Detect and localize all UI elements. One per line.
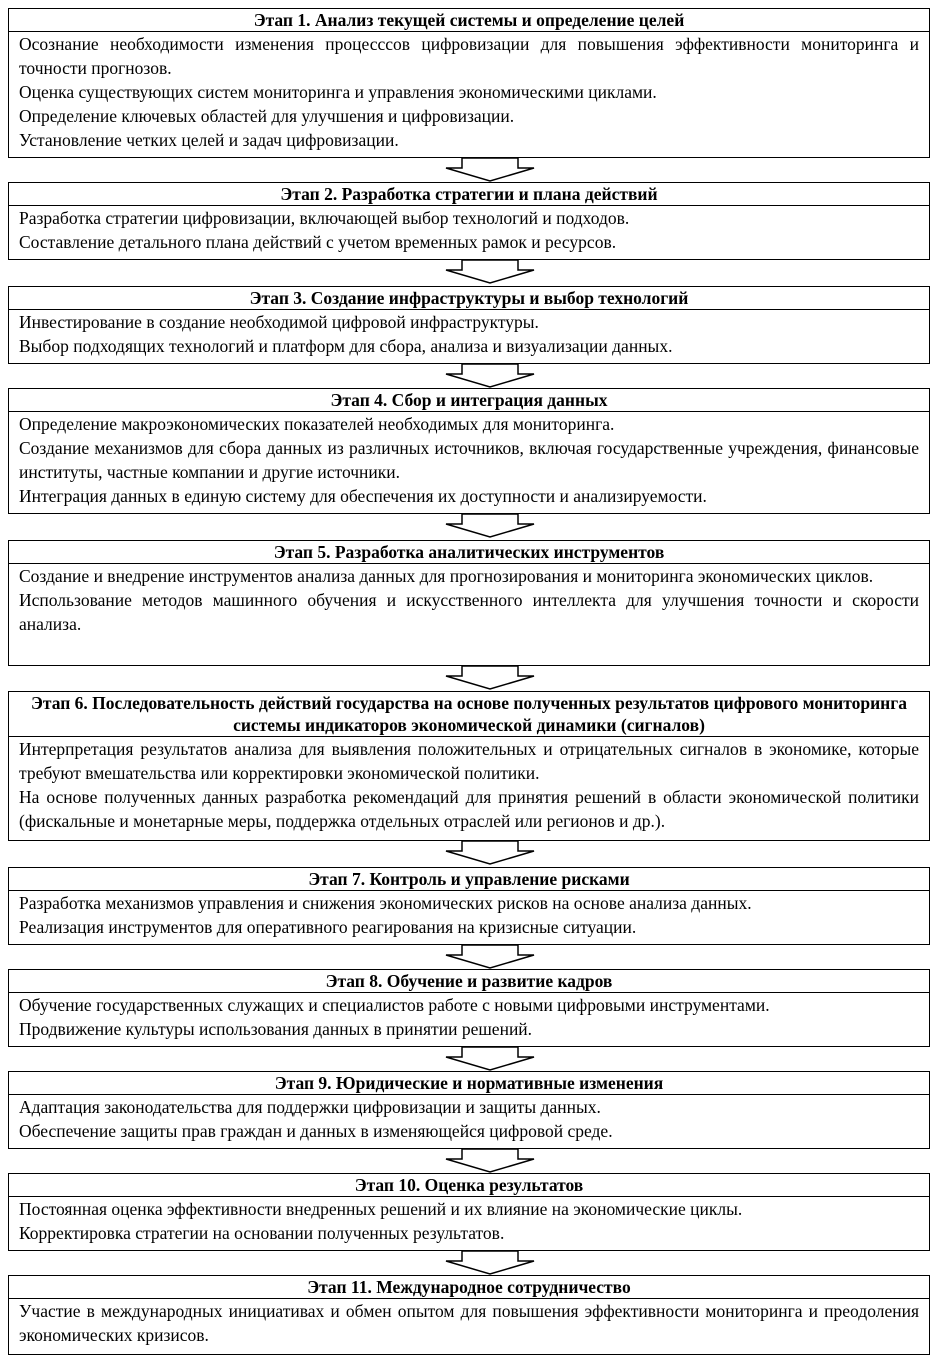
stage-9-title: Этап 9. Юридические и нормативные изменения	[9, 1072, 929, 1095]
stage-4-title: Этап 4. Сбор и интеграция данных	[9, 389, 929, 412]
stage-6-line-1: Интерпретация результатов анализа для выявления положительных и отрицательных сигналов в экономике, которые требуют вмешательства или корректировки экономической политики.	[19, 739, 919, 783]
stage-2-title: Этап 2. Разработка стратегии и плана действий	[9, 183, 929, 206]
stage-8-line-2: Продвижение культуры использования данных в принятии решений.	[19, 1019, 533, 1039]
down-arrow-icon	[445, 666, 535, 690]
stage-1-box	[8, 8, 930, 158]
stage-10-title: Этап 10. Оценка результатов	[9, 1174, 929, 1197]
down-arrow-icon	[445, 1149, 535, 1173]
stage-2-box	[8, 182, 930, 260]
stage-11-line-1: Участие в международных инициативах и обмен опытом для повышения эффективности мониторинга и преодоления экономических кризисов.	[19, 1301, 919, 1345]
stage-6-box	[8, 691, 930, 841]
stage-9-box	[8, 1071, 930, 1149]
stage-7-line-2: Реализация инструментов для оперативного реагирования на кризисные ситуации.	[19, 917, 637, 937]
down-arrow-icon	[445, 364, 535, 388]
down-arrow-icon	[445, 841, 535, 865]
stage-1-line-2: Оценка существующих систем мониторинга и управления экономическими циклами.	[19, 82, 657, 102]
stage-10-box	[8, 1173, 930, 1251]
stage-6-title: Этап 6. Последовательность действий государства на основе полученных результатов цифрового мониторинга системы индикаторов экономической динамики (сигналов)	[9, 692, 929, 737]
stage-7-title: Этап 7. Контроль и управление рисками	[9, 868, 929, 891]
stage-2-line-1: Разработка стратегии цифровизации, включающей выбор технологий и подходов.	[19, 208, 630, 228]
down-arrow-icon	[445, 260, 535, 284]
stage-1-line-3: Определение ключевых областей для улучшения и цифровизации.	[19, 106, 515, 126]
stage-5-box	[8, 540, 930, 666]
stage-7-box	[8, 867, 930, 945]
stage-3-title: Этап 3. Создание инфраструктуры и выбор технологий	[9, 287, 929, 310]
stage-9-line-2: Обеспечение защиты прав граждан и данных в изменяющейся цифровой среде.	[19, 1121, 613, 1141]
stage-5-title: Этап 5. Разработка аналитических инструментов	[9, 541, 929, 564]
stage-5-line-2: Использование методов машинного обучения и искусственного интеллекта для улучшения точности и скорости анализа.	[19, 590, 919, 634]
stage-3-line-1: Инвестирование в создание необходимой цифровой инфраструктуры.	[19, 312, 539, 332]
stage-4-line-1: Определение макроэкономических показателей необходимых для мониторинга.	[19, 414, 615, 434]
stage-10-line-2: Корректировка стратегии на основании полученных результатов.	[19, 1223, 505, 1243]
stage-3-box	[8, 286, 930, 364]
stage-5-line-1: Создание и внедрение инструментов анализа данных для прогнозирования и мониторинга экономических циклов.	[19, 566, 874, 586]
stage-10-line-1: Постоянная оценка эффективности внедренных решений и их влияние на экономические циклы.	[19, 1199, 743, 1219]
down-arrow-icon	[445, 158, 535, 182]
divider-line	[748, 540, 875, 541]
stage-8-box	[8, 969, 930, 1047]
stage-4-line-2: Создание механизмов для сбора данных из различных источников, включая государственные учреждения, финансовые институты, частные компании и другие источники.	[19, 438, 919, 482]
stage-11-title: Этап 11. Международное сотрудничество	[9, 1276, 929, 1299]
down-arrow-icon	[445, 945, 535, 969]
stage-11-box	[8, 1275, 930, 1355]
stage-4-line-3: Интеграция данных в единую систему для обеспечения их доступности и анализируемости.	[19, 486, 707, 506]
stage-6-line-2: На основе полученных данных разработка рекомендаций для принятия решений в области экономической политики (фискальные и монетарные меры, поддержка отдельных отраслей или регионов и др.).	[19, 787, 919, 831]
down-arrow-icon	[445, 1047, 535, 1071]
stage-8-line-1: Обучение государственных служащих и специалистов работе с новыми цифровыми инструментами.	[19, 995, 770, 1015]
stage-1-line-4: Установление четких целей и задач цифровизации.	[19, 130, 399, 150]
stage-1-line-1: Осознание необходимости изменения процесссов цифровизации для повышения эффективности мониторинга и точности прогнозов.	[19, 34, 919, 78]
down-arrow-icon	[445, 1251, 535, 1275]
stage-2-line-2: Составление детального плана действий с учетом временных рамок и ресурсов.	[19, 232, 617, 252]
stage-7-line-1: Разработка механизмов управления и снижения экономических рисков на основе анализа данных.	[19, 893, 752, 913]
stage-9-line-1: Адаптация законодательства для поддержки цифровизации и защиты данных.	[19, 1097, 601, 1117]
stage-8-title: Этап 8. Обучение и развитие кадров	[9, 970, 929, 993]
down-arrow-icon	[445, 514, 535, 538]
stage-3-line-2: Выбор подходящих технологий и платформ для сбора, анализа и визуализации данных.	[19, 336, 673, 356]
stage-4-box	[8, 388, 930, 514]
stage-1-title: Этап 1. Анализ текущей системы и определение целей	[9, 9, 929, 32]
